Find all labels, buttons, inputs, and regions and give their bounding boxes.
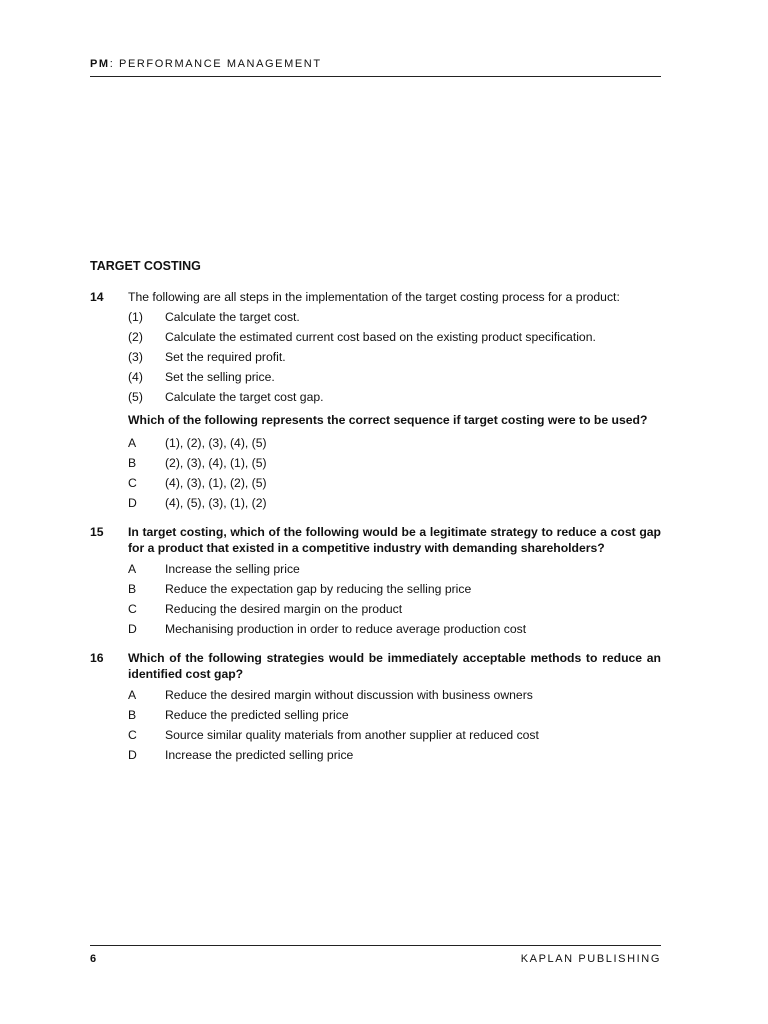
option-d[interactable] <box>128 620 661 640</box>
page-content <box>90 258 661 776</box>
options-list <box>128 434 661 514</box>
header-prefix: PM <box>90 58 110 70</box>
page-footer <box>90 945 661 965</box>
option-text: Increase the selling price <box>165 562 300 577</box>
step-number: (5) <box>128 389 143 404</box>
option-text: (1), (2), (3), (4), (5) <box>165 436 267 451</box>
question-text: The following are all steps in the implementation of the target costing process for a product: <box>128 289 620 304</box>
step-item <box>128 367 661 387</box>
option-text: (4), (5), (3), (1), (2) <box>165 496 267 511</box>
step-text: Set the selling price. <box>165 369 275 384</box>
options-list <box>128 560 661 640</box>
publisher-name: KAPLAN PUBLISHING <box>520 953 661 965</box>
option-text: Reducing the desired margin on the product <box>165 602 403 617</box>
option-b[interactable] <box>128 454 661 474</box>
option-text: Increase the predicted selling price <box>165 748 354 763</box>
option-c[interactable] <box>128 474 661 494</box>
step-number: (2) <box>128 329 143 344</box>
option-letter: B <box>128 456 137 471</box>
option-d[interactable] <box>128 494 661 514</box>
step-item <box>128 347 661 367</box>
question-number: 14 <box>90 289 104 304</box>
option-letter: C <box>128 476 137 491</box>
option-text: Reduce the predicted selling price <box>165 708 349 723</box>
question-number: 16 <box>90 650 104 665</box>
question-text: In target costing, which of the following would be a legitimate strategy to reduce a cost gap for a product that existed in a competitive industry with demanding shareholders? <box>128 524 661 555</box>
question-15 <box>90 524 661 640</box>
option-text: Source similar quality materials from another supplier at reduced cost <box>165 728 539 743</box>
option-text: (2), (3), (4), (1), (5) <box>165 456 267 471</box>
step-text: Calculate the target cost. <box>165 309 300 324</box>
option-a[interactable] <box>128 686 661 706</box>
question-body <box>128 524 661 640</box>
option-c[interactable] <box>128 600 661 620</box>
question-14 <box>90 289 661 514</box>
step-item <box>128 307 661 327</box>
option-b[interactable] <box>128 706 661 726</box>
step-number: (3) <box>128 349 143 364</box>
step-text: Calculate the target cost gap. <box>165 389 324 404</box>
option-letter: A <box>128 562 137 577</box>
option-text: Mechanising production in order to reduce average production cost <box>165 622 527 637</box>
question-number: 15 <box>90 524 104 539</box>
option-a[interactable] <box>128 560 661 580</box>
option-letter: B <box>128 708 137 723</box>
option-text: (4), (3), (1), (2), (5) <box>165 476 267 491</box>
step-item <box>128 327 661 347</box>
question-body <box>128 650 661 766</box>
option-letter: A <box>128 436 137 451</box>
option-d[interactable] <box>128 746 661 766</box>
header-title: : PERFORMANCE MANAGEMENT <box>109 58 322 70</box>
option-letter: D <box>128 496 137 511</box>
option-c[interactable] <box>128 726 661 746</box>
option-text: Reduce the expectation gap by reducing the selling price <box>165 582 472 597</box>
section-title: TARGET COSTING <box>90 259 201 273</box>
steps-list <box>128 307 661 407</box>
step-text: Set the required profit. <box>165 349 286 364</box>
option-letter: C <box>128 728 137 743</box>
step-number: (4) <box>128 369 143 384</box>
option-letter: D <box>128 622 137 637</box>
option-b[interactable] <box>128 580 661 600</box>
option-letter: A <box>128 688 137 703</box>
option-letter: C <box>128 602 137 617</box>
step-number: (1) <box>128 309 143 324</box>
step-item <box>128 387 661 407</box>
question-prompt: Which of the following represents the correct sequence if target costing were to be used? <box>128 413 648 427</box>
options-list <box>128 686 661 766</box>
option-a[interactable] <box>128 434 661 454</box>
page-header <box>90 58 661 77</box>
option-letter: B <box>128 582 137 597</box>
step-text: Calculate the estimated current cost based on the existing product specification. <box>165 329 596 344</box>
question-16 <box>90 650 661 766</box>
option-letter: D <box>128 748 137 763</box>
question-body <box>128 289 661 514</box>
page-number: 6 <box>90 953 97 965</box>
option-text: Reduce the desired margin without discussion with business owners <box>165 688 533 703</box>
question-text: Which of the following strategies would be immediately acceptable methods to reduce an identified cost gap? <box>128 650 661 681</box>
